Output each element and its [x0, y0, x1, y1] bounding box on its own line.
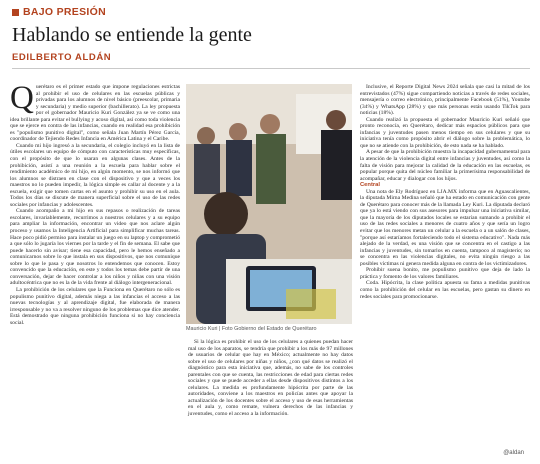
paragraph: Si la lógica es prohibir el uso de los celulares a quienes puedan hacer mal uso de los aparatos, se tendría que prohibir a los más de 97 millones de usuarios de celular que hay en México; actualmente no hay datos sobre el uso de celulares por niñas y niños, ¿con qué datos se realizó el diagnóstico para esta iniciativa que, además, no sabe de los controles parentales con que se cuenta, las restricciones de edad para ciertas redes sociales y que se puede acceder a ellas desde dispositivos distintos a los celulares. La medida es profundamente hipócrita por parte de las autoridades, conviene a los maestros en policías antes que apoyar la actualización de los docentes sobre el acceso y uso de esas herramientas en el aula y, como remate, vulnera derechos de las infancias y juventudes, como el acceso a la información.	[188, 339, 353, 418]
paragraph: A pesar de que la prohibición muestra la incapacidad gubernamental para la atención de la violencia digital entre infancias y juventudes, así como la falta de visión para mejorar la calidad de la educación en las escuelas, es popular porque quita del núcleo familiar la primerísima responsabilidad de acompañar, educar y dialogar con los hijos.	[360, 149, 531, 182]
byline: EDILBERTO ALDÁN	[12, 52, 112, 63]
paragraph: La prohibición de los celulares que la Funciona en Querétaro no sólo es populismo punitivo digital, además niega a las infancias el acceso a las nuevas tecnologías y al aprendizaje digital, fue elaborada de manera irresponsable y no va a resolver ninguno de los problemas que dice atender. Está demostrado que ninguna prohibición funciona si no hay conciencia social.	[10, 286, 180, 326]
classroom-photo-illustration	[186, 84, 352, 324]
paragraph	[10, 80, 180, 143]
paragraph: Inclusive, el Reporte Digital News 2024 señala que casi la mitad de los entrevistados (47%) sigue compartiendo noticias a través de redes sociales, mensajería o correo electrónico, principalmente Facebook (51%), Youtube (34%) y WhatsApp (28%) y que más personas están usando TikTok para noticias (18%).	[360, 84, 530, 117]
section-kicker	[12, 6, 106, 18]
paragraph: Coda. Hipócrita, la clase política apuesta su fama a medidas punitivas como la prohibición del celular en las escuelas, pero gastan su dinero en redes sociales para promocionarse.	[360, 280, 530, 300]
paragraph: Cuando acompaño a mi hijo en sus repasos o realización de tareas escolares, invariablemente, recurrimos a nuestros celulares y a su equipo para ampliar la información, encontrar un video que nos aclare algún proceso y usamos la Inteligencia Artificial para simplificar muchas tareas. Hace poco pidió permiso para instalar un juego en su laptop y comprometió a que sólo lo jugaría los viernes por la tarde y el fin de semana. El sabe que puede hacerlo sin avisar; tiene esa capacidad, pero le hemos enseñado a comunicarnos sobre lo que instala en sus dispositivos, que nos comunique sobre lo que le pasa y que nosotros lo entendemos que conocen. Estoy convencido que la educación, en este y todos los temas debe partir de una conversación, dejar de hacer controlar a los niños y niñas con una visión adultocéntrica que no es la de la vida frente al diálogo intergeneracional.	[10, 208, 180, 287]
kicker-label: BAJO PRESIÓN	[23, 6, 106, 18]
article-column-2	[188, 339, 353, 418]
paragraph: Prohibir suena bonito, me populismo punitivo que deja de lado la práctica y fomento de los valores familiares.	[360, 267, 530, 280]
section-heading: Central	[360, 182, 380, 189]
drop-cap: Q	[10, 80, 34, 116]
article-column-1	[10, 80, 180, 326]
paragraph: Cuando mi hijo ingresó a la secundaria, el colegio incluyó en la lista de útiles escolares un equipo de cómputo con características muy específicas, con el propósito de que lo usaran en algunas clases. Antes de la prohibición, asistí a una reunión a la escuela para hablar sobre el rendimiento académico de mi hijo, en algún momento, se nos informó que los alumnos se distraen en clase con el dispositivo y que a veces los maestros no lo pueden impedir, la lógica simple es callar al docente y a la escuela, exigir que tomen cartas en el asunto y prohibir su uso en el aula. Todos los días se discute de manera superficial sobre el uso de las redes sociales por infancias y adolescentes.	[10, 142, 180, 208]
article-column-3	[360, 84, 530, 300]
paragraph: Una nota de Ely Rodríguez en LJA.MX informa que en Aguascalientes, la diputada Mirna Medina señaló que ha estado en comunicación con gente de Querétaro para conocer más de la llamada Ley Kuri. La diputada declaró que ya lo está viendo con sus asesores para impulsar una iniciativa similar, que la mayoría de los diputados locales se estarían sumando a prohibir el uso de las redes sociales a menores de cuatro años y que sería un logro evitar que los menores metan un celular a la escuela o a un salón de clases, "porque así estaríamos fortaleciendo todo el sistema educativo". Nada más alejado de la verdad, es una visión que se concentra en el castigo a las infancias y juventudes, sin tomarlos en cuenta, tampoco al magisterio; no se concentra en las violencias digitales, no evita ningún riesgo a las posibles víctimas ni genera medida alguna en contra de los victimizadores.	[360, 188, 530, 267]
photo-caption: Mauricio Kuri | Foto Gobierno del Estado de Querétaro	[186, 326, 317, 332]
author-signoff: @aldan	[503, 450, 524, 456]
paragraph: Cuando realizó la propuesta el gobernador Mauricio Kuri señaló que pronto reconocía, en Querétaro, dedicar más espacios públicos para que infancias y juventudes pasen menos tiempo en sus celulares y que su iniciativa tenía como propósito abrir el diálogo sobre la problemática, lo que no se atiende con la prohibición, de esto nada se ha hablado.	[360, 116, 530, 149]
header-divider	[12, 68, 530, 69]
headline: Hablando se entiende la gente	[12, 24, 252, 46]
kicker-square-icon	[12, 9, 19, 16]
article-photo	[186, 84, 352, 324]
paragraph-text: uerétaro es el primer estado que impone regulaciones estrictas al prohibir el uso de celulares en las escuelas públicas y privadas para los alumnos de nivel básico (preescolar, primaria y secundaria) y medio superior (bachillerato). La ley propuesta por el gobernador Mauricio Kuri González ya se ve como una idea brillante para evitar el bullying y acoso digital, así como toda violencia que se ejerce en contra de las infancias, cuando en realidad esa prohibición es "populismo punitivo digital", como señala Juan Martín Pérez García, coordinador de Tejiendo Redes Infancia en América Latina y el Caribe.	[10, 84, 180, 143]
